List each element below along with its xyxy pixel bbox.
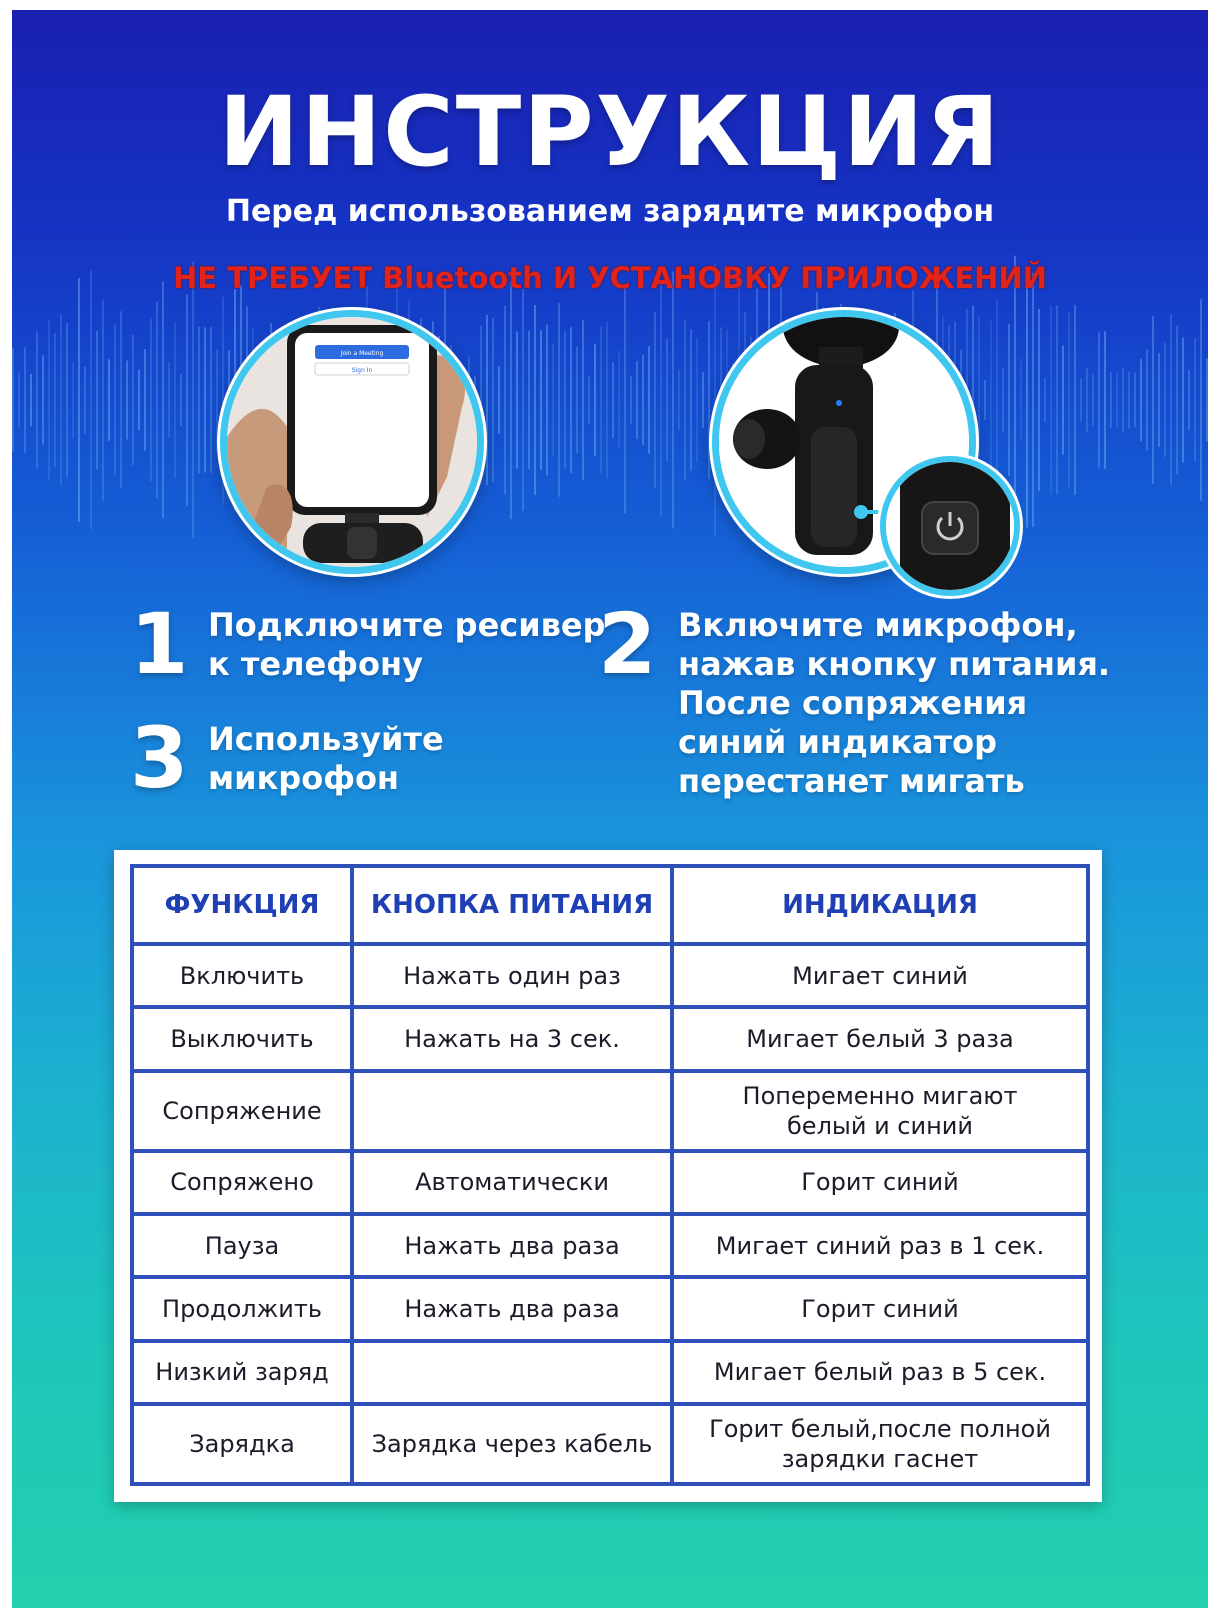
instruction-card [12,10,1208,1608]
step-2-line: синий индикатор [678,723,998,761]
cell-function: Пауза [132,1214,352,1277]
table-row [132,1277,1088,1340]
indication-line: Мигает синий [792,961,968,990]
page-subtitle: Перед использованием зарядите микрофон [225,194,995,229]
inset-connector-dot [854,505,868,519]
indication-line: Горит синий [801,1168,959,1197]
table-row [132,1151,1088,1214]
indication-line: Горит синий [801,1294,959,1323]
step-2-line: нажав кнопку питания. [678,645,1111,683]
cell-function: Зарядка [132,1404,352,1484]
step-2-text [678,606,1110,801]
step-1-line: Подключите ресивер [208,606,606,644]
table-row [132,1007,1088,1070]
cell-indication [672,1071,1088,1151]
cell-function: Выключить [132,1007,352,1070]
table-row [132,1341,1088,1404]
indication-line: Мигает белый 3 раза [746,1024,1014,1053]
cell-function: Сопряжено [132,1151,352,1214]
cell-power-button [352,1341,672,1404]
step-2-line: Включите микрофон, [678,606,1078,644]
cell-function: Сопряжение [132,1071,352,1151]
step-3-number: 3 [130,709,189,807]
step-1-text [208,606,606,684]
header-power-button: КНОПКА ПИТАНИЯ [352,866,672,944]
table-row [132,944,1088,1007]
table-row [132,1071,1088,1151]
cell-indication [672,944,1088,1007]
cell-power-button [352,1071,672,1151]
phone-with-receiver-photo [220,310,484,574]
header-indication: ИНДИКАЦИЯ [672,866,1088,944]
cell-power-button: Нажать один раз [352,944,672,1007]
warning-banner: НЕ ТРЕБУЕТ Bluetooth И УСТАНОВКУ ПРИЛОЖЕНИЙ [173,261,1047,295]
indication-line: зарядки гаснет [781,1444,979,1473]
sound-wave-decoration [12,190,1208,610]
cell-indication [672,1151,1088,1214]
cell-indication [672,1341,1088,1404]
power-icon [886,462,1014,590]
cell-indication [672,1404,1088,1484]
step-1-number: 1 [130,595,189,693]
indication-line: белый и синий [787,1111,973,1140]
header-function: ФУНКЦИЯ [132,866,352,944]
step-2-line: перестанет мигать [678,762,1025,800]
cell-power-button: Зарядка через кабель [352,1404,672,1484]
join-meeting-button: Join a Meeting [340,350,384,357]
cell-function: Низкий заряд [132,1341,352,1404]
cell-power-button: Нажать на 3 сек. [352,1007,672,1070]
cell-power-button: Нажать два раза [352,1214,672,1277]
indication-line: Мигает белый раз в 5 сек. [713,1358,1047,1387]
function-table-panel [114,850,1102,1502]
step-3-line: Используйте [208,720,444,758]
step-2-line: После сопряжения [678,684,1028,722]
table-row [132,1404,1088,1484]
step-2-number: 2 [598,595,657,693]
power-button-closeup [880,456,1020,596]
function-table [130,864,1090,1486]
indication-line: Попеременно мигают [742,1081,1018,1110]
cell-indication [672,1277,1088,1340]
indication-line: Мигает синий раз в 1 сек. [715,1231,1045,1260]
step-3-text [208,720,444,798]
cell-function: Включить [132,944,352,1007]
cell-function: Продолжить [132,1277,352,1340]
page-title: ИНСТРУКЦИЯ [218,76,1002,188]
step-3-line: микрофон [208,759,400,797]
sign-in-link: Sign In [351,367,373,374]
cell-indication [672,1007,1088,1070]
cell-indication [672,1214,1088,1277]
cell-power-button: Автоматически [352,1151,672,1214]
phone-illustration [227,317,477,567]
table-header-row [132,866,1088,944]
step-1-line: к телефону [208,645,423,683]
indication-line: Горит белый,после полной [709,1414,1051,1443]
table-row [132,1214,1088,1277]
cell-power-button: Нажать два раза [352,1277,672,1340]
